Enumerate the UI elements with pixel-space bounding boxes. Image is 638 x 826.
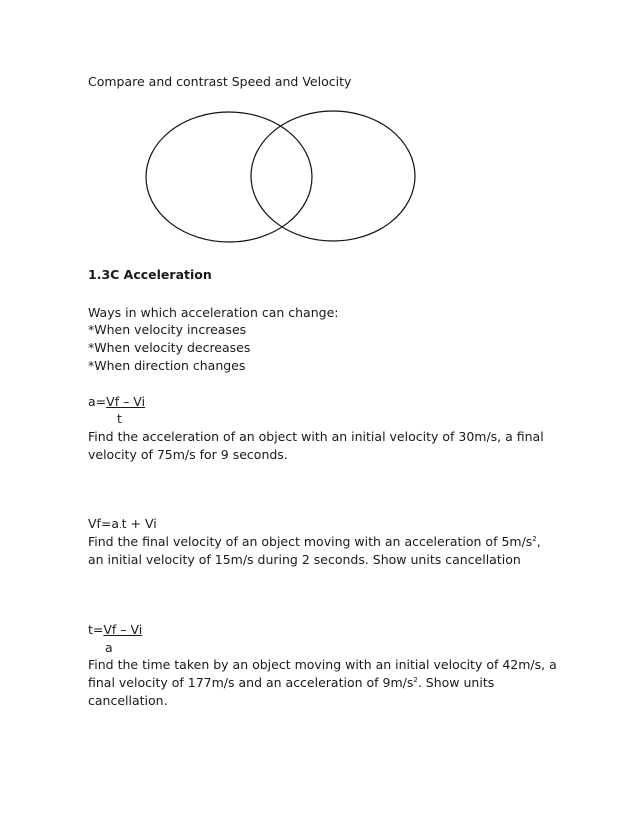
formula-dot: . [119,521,122,530]
formula-acceleration [88,393,145,411]
section-title: 1.3C Acceleration [88,267,212,282]
formula-lhs: a= [88,394,107,409]
ways-item: *When velocity increases [88,322,247,337]
formula-lhs: Vf=a [88,516,120,531]
formula-rest: t + Vi [121,516,157,531]
ways-item: *When direction changes [88,358,246,373]
formula-time [88,621,142,639]
superscript: 2 [413,676,418,684]
venn-right-circle [251,111,415,241]
problem-text: Find the acceleration of an object with an initial velocity of 30m/s, a final [88,429,544,444]
ways-title: Ways in which acceleration can change: [88,305,339,320]
problem-text-part: Find the final velocity of an object moving with an acceleration of 5m/s [88,534,533,549]
formula-lhs: t= [88,622,104,637]
page-heading: Compare and contrast Speed and Velocity [88,74,352,89]
venn-left-circle [146,112,312,242]
ways-item: *When velocity decreases [88,340,251,355]
formula-final-velocity [88,515,157,535]
formula-numerator: Vf – Vi [106,394,146,409]
problem-text: cancellation. [88,693,168,708]
problem-text: velocity of 75m/s for 9 seconds. [88,447,288,462]
formula-denominator: t [117,411,122,426]
superscript: 2 [532,535,537,543]
problem-text-part: , [536,534,541,549]
problem-text-part: . Show units [417,675,495,690]
problem-text: an initial velocity of 15m/s during 2 seconds. Show units cancellation [88,552,521,567]
problem-text [88,533,541,551]
problem-text-part: final velocity of 177m/s and an acceleration of 9m/s [88,675,414,690]
formula-numerator: Vf – Vi [103,622,143,637]
problem-text [88,674,494,692]
formula-denominator: a [105,640,113,655]
problem-text: Find the time taken by an object moving with an initial velocity of 42m/s, a [88,657,557,672]
